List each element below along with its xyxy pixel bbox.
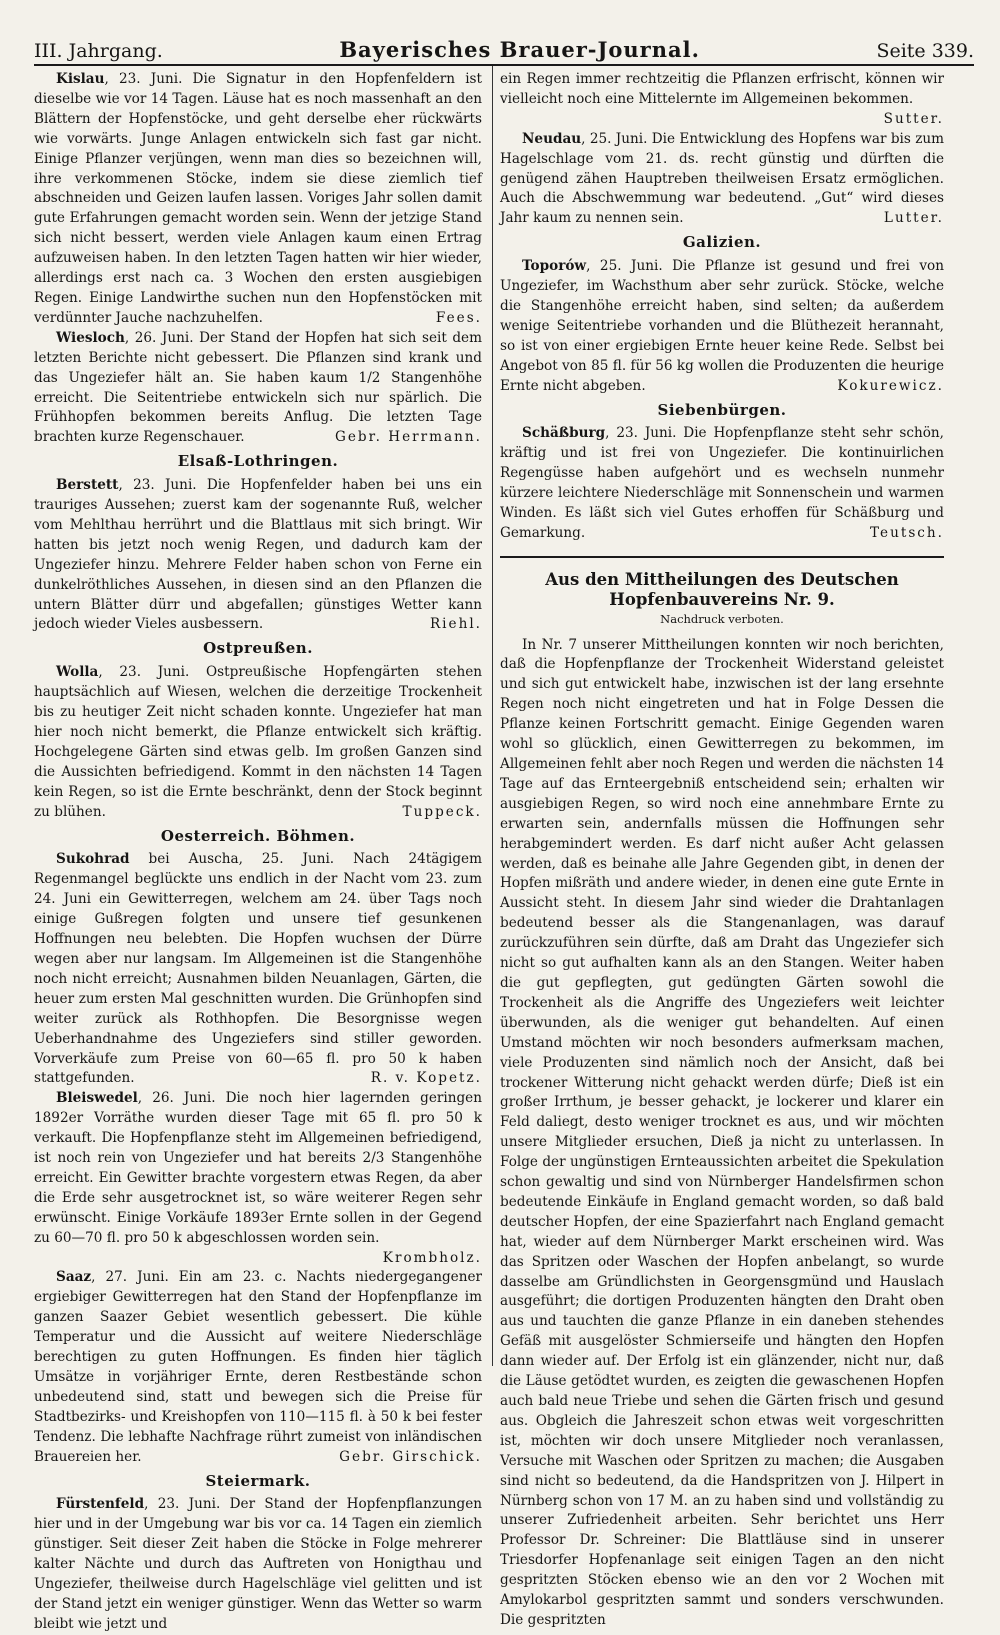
- report-paragraph: [500, 130, 944, 230]
- report-paragraph: [34, 1268, 482, 1467]
- report-text: , 26. Juni. Der Stand der Hopfen hat sich seit dem letzten Berichte nicht gebessert. Die Pflanzen sind krank und das Ungeziefer hält an. Sie haben kaum 1/2 Stangenhöhe erreicht. Die Seitentriebe entwickeln sich nur spärlich. Die Frühhopfen bekommen bereits Anflug. Die letzten Tage brachten kurze Regenschauer.: [34, 329, 482, 446]
- report-paragraph: [34, 1495, 482, 1634]
- report-place: Schäßburg: [522, 425, 606, 442]
- report-text: , 27. Juni. Ein am 23. c. Nachts niedergegangener ergiebiger Gewitterregen hat den Stand der Hopfenpflanze im ganzen Saazer Gebiet wesentlich gebessert. Die kühle Temperatur und die Aussicht auf weitere Niederschläge berechtigen zu guten Hoffnungen. Es finden hier täglich Umsätze in vorjähriger Ernte, deren Restbestände schon unbedeutend sind, statt und bewegen sich die Preise für Stadtbezirks- und Kreishopfen von 110—115 fl. à 50 k bei fester Tendenz. Die lebhafte Nachfrage rührt zumeist von inländischen Brauereien her.: [34, 1269, 482, 1465]
- page-header: [34, 28, 974, 62]
- report-place: Wolla: [56, 664, 99, 681]
- report-place: Saaz: [56, 1269, 92, 1286]
- report-signature: Fees.: [435, 309, 482, 326]
- report-place: Sukohrad: [56, 851, 130, 868]
- right-column: [500, 70, 944, 1631]
- article-divider: [500, 556, 944, 558]
- report-paragraph: [34, 476, 482, 635]
- reprint-note: Nachdruck verboten.: [660, 611, 784, 626]
- report-place: Neudau: [522, 130, 582, 147]
- article-title: Aus den Mittheilungen des Deutschen Hopfenbauvereins Nr. 9.: [545, 569, 899, 609]
- section-heading: Elsaß-Lothringen.: [177, 452, 339, 471]
- report-paragraph: [500, 257, 944, 396]
- section-heading: Ostpreußen.: [203, 639, 313, 658]
- report-paragraph: [34, 850, 482, 1089]
- report-place: Wiesloch: [56, 329, 125, 346]
- left-column: [34, 70, 482, 1635]
- section-heading: Siebenbürgen.: [657, 400, 787, 419]
- report-signature: Kokurewicz.: [837, 377, 944, 394]
- report-paragraph: [500, 70, 944, 130]
- report-text: , 23. Juni. Ostpreußische Hopfengärten stehen hauptsächlich auf Wiesen, welchen die derzeitige Trockenheit bis zu heutiger Zeit nicht schaden konnte. Ungeziefer hat man hier noch nicht bemerkt, die Pflanze entwickelt sich kräftig. Hochgelegene Gärten sind etwas gelb. Im großen Ganzen sind die Aussichten befriedigend. Kommt in den nächsten 14 Tagen kein Regen, so ist die Ernte beschränkt, denn der Stock beginnt zu blühen.: [34, 664, 482, 820]
- section-heading: Steiermark.: [205, 1471, 311, 1490]
- page-number: Seite 339.: [876, 40, 974, 62]
- report-place: Berstett: [56, 477, 119, 494]
- report-signature: Riehl.: [429, 616, 482, 633]
- report-paragraph: [500, 424, 944, 543]
- report-text: ein Regen immer rechtzeitig die Pflanzen erfrischt, können wir vielleicht noch eine Mittelernte im Allgemeinen bekommen.: [500, 71, 944, 107]
- report-place: Kislau: [56, 71, 105, 87]
- report-signature: Sutter.: [883, 110, 944, 127]
- report-text: , 26. Juni. Die noch hier lagernden geringen 1892er Vorräthe wurden dieser Tage mit 65 fl. pro 50 k verkauft. Die Hopfenpflanze steht im Allgemeinen befriedigend, ist noch rein von Ungeziefer und hat bereits 2/3 Stangenhöhe erreicht. Ein Gewitter brachte vorgestern etwas Regen, da aber die Erde sehr ausgetrocknet ist, so wäre weiterer Regen sehr erwünscht. Einige Vorkäufe 1893er Ernte sollen in der Gegend zu 60—70 fl. pro 50 k abgeschlossen worden sein.: [34, 1090, 482, 1246]
- header-rule: [34, 64, 974, 66]
- report-place: Bleiswedel: [56, 1090, 138, 1107]
- report-paragraph: [34, 329, 482, 448]
- journal-title: Bayerisches Brauer-Journal.: [339, 37, 700, 62]
- report-signature: R. v. Kopetz.: [370, 1070, 482, 1087]
- report-place: Toporów: [522, 258, 587, 275]
- volume-label: III. Jahrgang.: [34, 40, 163, 62]
- column-divider: [492, 66, 493, 1366]
- report-text: , 23. Juni. Die Hopfenfelder haben bei uns ein trauriges Aussehen; zuerst kam der sogenannte Ruß, welcher vom Mehlthau herrührt und die Blattlaus mit sich bringt. Wir hatten bis jetzt noch wenig Regen, und dadurch kam der Ungeziefer hinzu. Mehrere Felder haben schon von Ferne ein dunkelröthliches Aussehen, in diesen sind an den Pflanzen die untern Blätter dürr und abgefallen; günstiges Wetter kann jedoch wieder Vieles ausbessern.: [34, 477, 482, 633]
- report-paragraph: [34, 70, 482, 329]
- report-signature: Gebr. Herrmann.: [335, 429, 482, 446]
- right-column-reports: [500, 70, 944, 544]
- report-paragraph: [34, 1089, 482, 1268]
- report-place: Fürstenfeld: [56, 1496, 145, 1513]
- report-paragraph: [34, 663, 482, 822]
- report-signature: Gebr. Girschick.: [339, 1448, 482, 1465]
- report-text: , 25. Juni. Die Pflanze ist gesund und frei von Ungeziefer, im Wachsthum aber sehr zurück. Stöcke, welche die Stangenhöhe erreicht haben, sind selten; da außerdem wenige Seitentriebe vorhanden und die Blüthezeit herannaht, so ist von einer ergiebigen Ernte heuer keine Rede. Selbst bei Angebot von 85 fl. für 56 kg wollen die Produzenten die heurige Ernte nicht abgeben.: [500, 258, 944, 394]
- report-text: , 25. Juni. Die Entwicklung des Hopfens war bis zum Hagelschlage vom 21. ds. recht günstig und dürften die genügend zähen Hauptreben theilweisen Ersatz ermöglichen. Auch die Abschwemmung war bedeutend. „Gut“ wird dieses Jahr kaum zu nennen sein.: [500, 130, 944, 227]
- report-text: bei Auscha, 25. Juni. Nach 24tägigem Regenmangel beglückte uns endlich in der Nacht vom 23. zum 24. Juni ein Gewitterregen, welchem am 24. über Tags noch einige Gußregen folgten und unsere tief gesunkenen Hoffnungen neu belebten. Die Hopfen wuchsen der Dürre wegen aber nur langsam. Im Allgemeinen ist die Stangenhöhe noch nicht erreicht; Ausnahmen bilden Neuanlagen, Gärten, die heuer zum ersten Mal geschnitten wurden. Die Grünhopfen sind weiter zurück als Rothhopfen. Die Besorgnisse wegen Ueberhandnahme des Ungeziefers sind stiller geworden. Vorverkäufe zum Preise von 60—65 fl. pro 50 k haben stattgefunden.: [34, 851, 482, 1087]
- report-signature: Teutsch.: [870, 524, 944, 541]
- report-text: , 23. Juni. Die Hopfenpflanze steht sehr schön, kräftig und ist frei von Ungeziefer. Die kontinuirlichen Regengüsse haben aufgehört und es wechseln nunmehr kürzere leichtere Niederschläge mit Sonnenschein und warmen Winden. Es läßt sich viel Gutes erhoffen für Schäßburg und Gemarkung.: [500, 425, 944, 541]
- report-signature: Lutter.: [883, 210, 944, 227]
- report-text: , 23. Juni. Die Signatur in den Hopfenfeldern ist dieselbe wie vor 14 Tagen. Läuse hat es noch massenhaft an den Blättern der Hopfenstöcke, und geht derselbe eher rückwärts wie vorwärts. Junge Anlagen entwickeln sich fast gar nicht. Einige Pflanzer verjüngen, wenn man dies so bezeichnen will, ihre verkommenen Stöcke, indem sie diese ziemlich tief abschneiden und Geizen laufen lassen. Voriges Jahr sollen damit gute Erfahrungen gemacht worden sein. Wenn der jetzige Stand sich nicht bessert, werden viele Anlagen kaum einen Ertrag aufzuweisen haben. In den letzten Tagen hatten wir hier wieder, allerdings erst nach ca. 3 Wochen den ersten ausgiebigen Regen. Einige Landwirthe suchen nun den Hopfenstöcken mit verdünnter Jauche nachzuhelfen.: [34, 71, 482, 326]
- section-heading: Galizien.: [682, 233, 762, 252]
- report-signature: Tuppeck.: [402, 803, 482, 820]
- section-heading: Oesterreich. Böhmen.: [160, 826, 356, 845]
- report-signature: Krombholz.: [382, 1249, 482, 1266]
- article-body: In Nr. 7 unserer Mittheilungen konnten wir noch berichten, daß die Hopfenpflanze der Trockenheit Widerstand geleistet und sich gut entwickelt habe, inzwischen ist der lang ersehnte Regen noch nicht eingetreten und hat in Folge Dessen die Pflanze keinen Fortschritt gemacht. Einige Gegenden waren wohl so glücklich, einen Gewitterregen zu bekommen, im Allgemeinen fehlt aber noch Regen und werden die nächsten 14 Tage auf das Ernteergebniß entscheidend sein; erhalten wir ausgiebigen Regen, so wird noch eine annehmbare Ernte zu erwarten sein, andernfalls müssen die Hoffnungen sehr herabgemindert werden. Es darf nicht außer Acht gelassen werden, daß es beinahe alle Jahre Gegenden gibt, in denen der Hopfen mißräth und andere wieder, in denen eine gute Ernte in Aussicht steht. In diesem Jahr sind wieder die Drahtanlagen bedeutend besser als die Stangenanlagen, was darauf zurückzuführen sein dürfte, daß am Draht das Ungeziefer sich nicht so gut aufhalten kann als an den Stangen. Weiter haben die gut gepflegten, gut gedüngten Gärten sowohl die Trockenheit als die Angriffe des Ungeziefers weit leichter überwunden, als die weniger gut behandelten. Auf einen Umstand möchten wir noch besonders aufmerksam machen, viele Produzenten sind nämlich noch der Ansicht, daß bei trockener Witterung nicht gehackt werden dürfe; Dieß ist ein großer Irrthum, je besser gehackt, je lockerer und klarer ein Feld daliegt, desto weniger trocknet es aus, und wir möchten unsere Mitglieder ersuchen, Dieß ja nicht zu unterlassen. In Folge der ungünstigen Ernteaussichten arbeitet die Spekulation schon gewaltig und sind von Nürnberger Handelsfirmen schon bedeutende Einkäufe in England gemacht worden, so daß bald deutscher Hopfen, der eine Spazierfahrt nach England gemacht hat, wieder auf dem Nürnberger Markt erscheinen wird. Was das Spritzen oder Waschen der Hopfen anbelangt, so wurde dasselbe am Gründlichsten in Georgensgmünd und Hauslach ausgeführt; die dortigen Produzenten hängten den Draht oben aus und tauchten die ganze Pflanze in ein daneben stehendes Gefäß mit ausgelöster Schmierseife und hängten den Hopfen dann wieder auf. Der Erfolg ist ein glänzender, nicht nur, daß die Läuse getödtet wurden, es zeigten die gewaschenen Hopfen auch bald neue Triebe und sehen die Gärten frisch und gesund aus. Obgleich die Jahreszeit schon etwas weit vorgeschritten ist, möchten wir doch unsere Mitglieder noch veranlassen, Versuche mit Waschen oder Spritzen zu machen; die Ausgaben sind nicht so bedeutend, da die Handspritzen von J. Hilpert in Nürnberg schon von 17 M. an zu haben sind und vollständig zu unserer Zufriedenheit arbeiten. Sehr berichtet uns Herr Professor Dr. Schreiner: Die Blattläuse sind in unserer Triesdorfer Hopfenanlage seit einigen Tagen an den nicht gespritzten Stöcken ebenso wie an den vor 2 Wochen mit Amylokarbol gespritzten sammt und sonders verschwunden. Die gespritzten: [500, 636, 944, 1628]
- report-text: , 23. Juni. Der Stand der Hopfenpflanzungen hier und in der Umgebung war bis vor ca. 14 Tagen ein ziemlich günstiger. Seit dieser Zeit haben die Stöcke in Folge mehrerer kalter Nächte und durch das Auftreten von Honigthau und Ungeziefer, theilweise durch Hagelschläge viel gelitten und ist der Stand jetzt ein weniger günstiger. Wenn das Wetter so warm bleibt wie jetzt und: [34, 1496, 482, 1632]
